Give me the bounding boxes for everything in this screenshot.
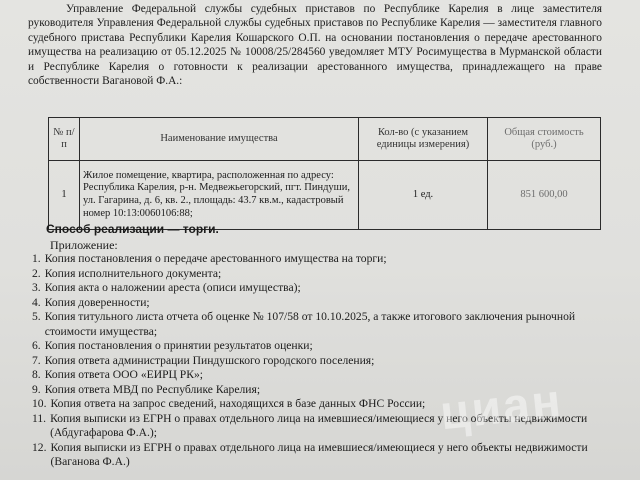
item-text: Копия выписки из ЕГРН о правах отдельного лица на имевшиеся/имеющиеся у него объекты недвижимости (Абдугафарова Ф.А.); (50, 411, 588, 439)
list-item (32, 267, 602, 282)
item-number: 9. (32, 382, 41, 396)
item-number: 8. (32, 368, 41, 381)
item-text: Копия доверенности; (44, 295, 150, 309)
letter-line: заместителя руководителя Управления Федеральной службы судебных приставов по Республике (28, 3, 602, 30)
item-number: 7. (32, 353, 41, 367)
sale-method: Способ реализации — торги. (46, 222, 219, 236)
list-item (32, 354, 602, 369)
item-number: 3. (32, 281, 41, 294)
attachments-title: Приложение: (50, 238, 118, 252)
watermark: циан (437, 374, 566, 441)
item-text: Копия ответа на запрос сведений, находящихся в базе данных ФНС России; (50, 397, 426, 410)
item-number: 11. (32, 411, 47, 425)
attachments-list (32, 252, 602, 470)
item-number: 5. (32, 310, 41, 323)
letter-line: готовности к реализации арестованного имущества, принадлежащего на праве собственности (28, 60, 602, 88)
header-sum: Общая стоимость (руб.) (488, 118, 601, 161)
list-item (32, 281, 602, 296)
item-number: 4. (32, 295, 41, 309)
item-text: Копия титульного листа отчета об оценке № 107/58 от 10.10.2025, а также итогового заключения рыночной стоимости имущества; (44, 310, 576, 338)
table-header-row (49, 118, 601, 161)
row-qty: 1 ед. (359, 161, 488, 230)
list-item (32, 339, 602, 354)
item-text: Копия выписки из ЕГРН о правах отдельного лица на имевшиеся/имеющиеся у него объекты недвижимости (Ваганова Ф.А.) (50, 440, 588, 468)
letter-line: основании постановления о передаче арестованного имущества на реализацию от 05.12.2025 № (28, 31, 602, 59)
header-name: Наименование имущества (80, 118, 359, 161)
list-item (32, 296, 602, 311)
row-num: 1 (49, 161, 80, 230)
item-text: Копия ответа ООО «ЕИРЦ РК»; (44, 368, 203, 381)
list-item (32, 441, 602, 470)
letter-line: Управление Федеральной службы судебных приставов по Республике Карелия в лице (66, 3, 535, 15)
header-num: № п/п (49, 118, 80, 161)
letter-body (28, 2, 602, 88)
list-item (32, 252, 602, 267)
item-number: 2. (32, 266, 41, 280)
letter-line: Карелия — заместителя главного судебного пристава Республики Карелия Кошарского О.П. на (28, 17, 602, 44)
item-text: Копия постановления о передаче арестованного имущества на торги; (44, 252, 387, 265)
item-number: 1. (32, 252, 41, 265)
row-name: Жилое помещение, квартира, расположенная по адресу: Республика Карелия, р-н. Медвежьегорский, пгт. Пиндуши, ул. Гагарина, д. 6, кв. 2., площадь: 43.7 кв.м., кадастровый номер 10:13:0060106:88; (80, 161, 359, 230)
table-row (49, 161, 601, 230)
letter-line: Вагановой Ф.А.: (102, 75, 183, 88)
item-text: Копия исполнительного документа; (44, 266, 222, 280)
item-text: Копия акта о наложении ареста (описи имущества); (44, 281, 301, 294)
header-qty: Кол-во (с указанием единицы измерения) (359, 118, 488, 161)
item-number: 6. (32, 339, 41, 352)
item-text: Копия ответа администрации Пиндушского городского поселения; (44, 353, 375, 367)
item-text: Копия ответа МВД по Республике Карелия; (44, 382, 261, 396)
item-number: 10. (32, 397, 47, 410)
letter-line: 10008/25/284560 уведомляет МТУ Росимущества в Мурманской области и Республике Карелия о (28, 46, 602, 73)
row-sum: 851 600,00 (488, 161, 601, 230)
list-item (32, 310, 602, 339)
property-table (48, 117, 601, 230)
item-number: 12. (32, 440, 47, 454)
item-text: Копия постановления о принятии результатов оценки; (44, 339, 313, 352)
